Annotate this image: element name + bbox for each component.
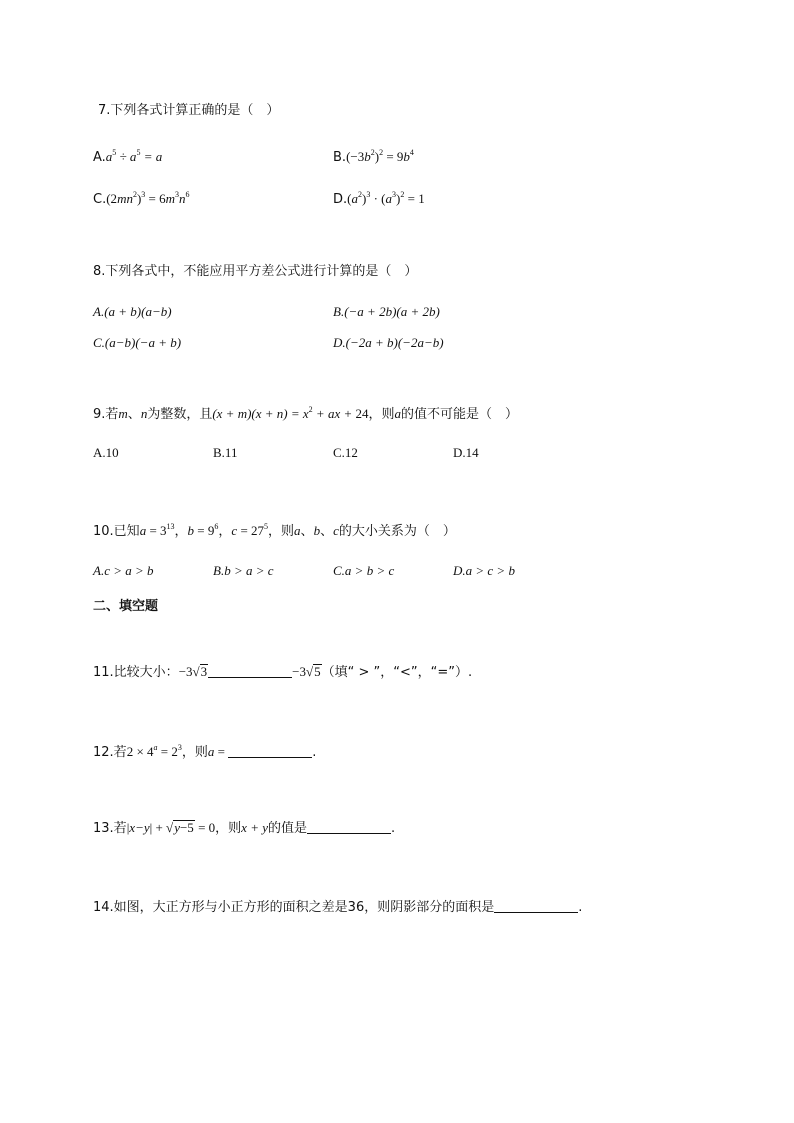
section-title-fill-in: 二、填空题 (93, 599, 159, 614)
q13-answer-blank[interactable] (307, 820, 391, 834)
q9-option-b: B.11 (213, 445, 238, 460)
q10-option-d: D.a > c > b (453, 563, 515, 578)
q9-option-a: A.10 (93, 445, 119, 460)
q10-option-c: C.a > b > c (333, 563, 395, 578)
q11-answer-blank[interactable] (208, 664, 292, 678)
q10-option-b: B.b > a > c (213, 563, 274, 578)
q8-stem: 8.下列各式中，不能应用平方差公式进行计算的是（ ） (93, 264, 418, 279)
q7-option-d: $D.(a^2)^3 \cdot (a^3)^2 = 1$ (333, 190, 425, 207)
q9-stem: 9.若m、n为整数，且$(x + m)(x + n) = x^2$ + ax + 24，则a的值不可能是（ ） (93, 405, 519, 422)
q12-answer-blank[interactable] (228, 744, 312, 758)
q9-option-d: D.14 (453, 445, 479, 460)
q8-option-b: B.(−a + 2b)(a + 2b) (333, 304, 440, 319)
q14-stem: 14.如图，大正方形与小正方形的面积之差是36，则阴影部分的面积是 . (93, 900, 583, 915)
q8-option-a: A.(a + b)(a−b) (93, 304, 172, 319)
q12-stem: 12.若$2 \times 4^a = 2^3$，则a = . (93, 743, 317, 760)
q11-stem: 11.比较大小：−3√3 −3√5（填“ > ”，“<”，“=”）. (93, 664, 473, 680)
q9-option-c: C.12 (333, 445, 358, 460)
q10-stem: 10.已知$a = 3^{13}$，$b = 9^6$，$c = 27^5$，则a、b、c的大小关系为（ ） (93, 522, 456, 539)
q14-answer-blank[interactable] (494, 899, 578, 913)
q7-option-b: $B.(-3b^2)^2 = 9b^4$ (333, 148, 414, 165)
q13-stem: 13.若|x−y| + √y−5 = 0，则x + y的值是 . (93, 820, 396, 836)
q8-option-c: C.(a−b)(−a + b) (93, 335, 182, 350)
q7-option-a: $A.a^5 \div a^5 = a$ (93, 148, 163, 165)
q10-option-a: A.c > a > b (93, 563, 154, 578)
q8-option-d: D.(−2a + b)(−2a−b) (333, 335, 444, 350)
q7-stem: 7.下列各式计算正确的是（ ） (98, 103, 280, 118)
q7-option-c: $C.(2mn^2)^3 = 6m^3n^6$ (93, 190, 190, 207)
